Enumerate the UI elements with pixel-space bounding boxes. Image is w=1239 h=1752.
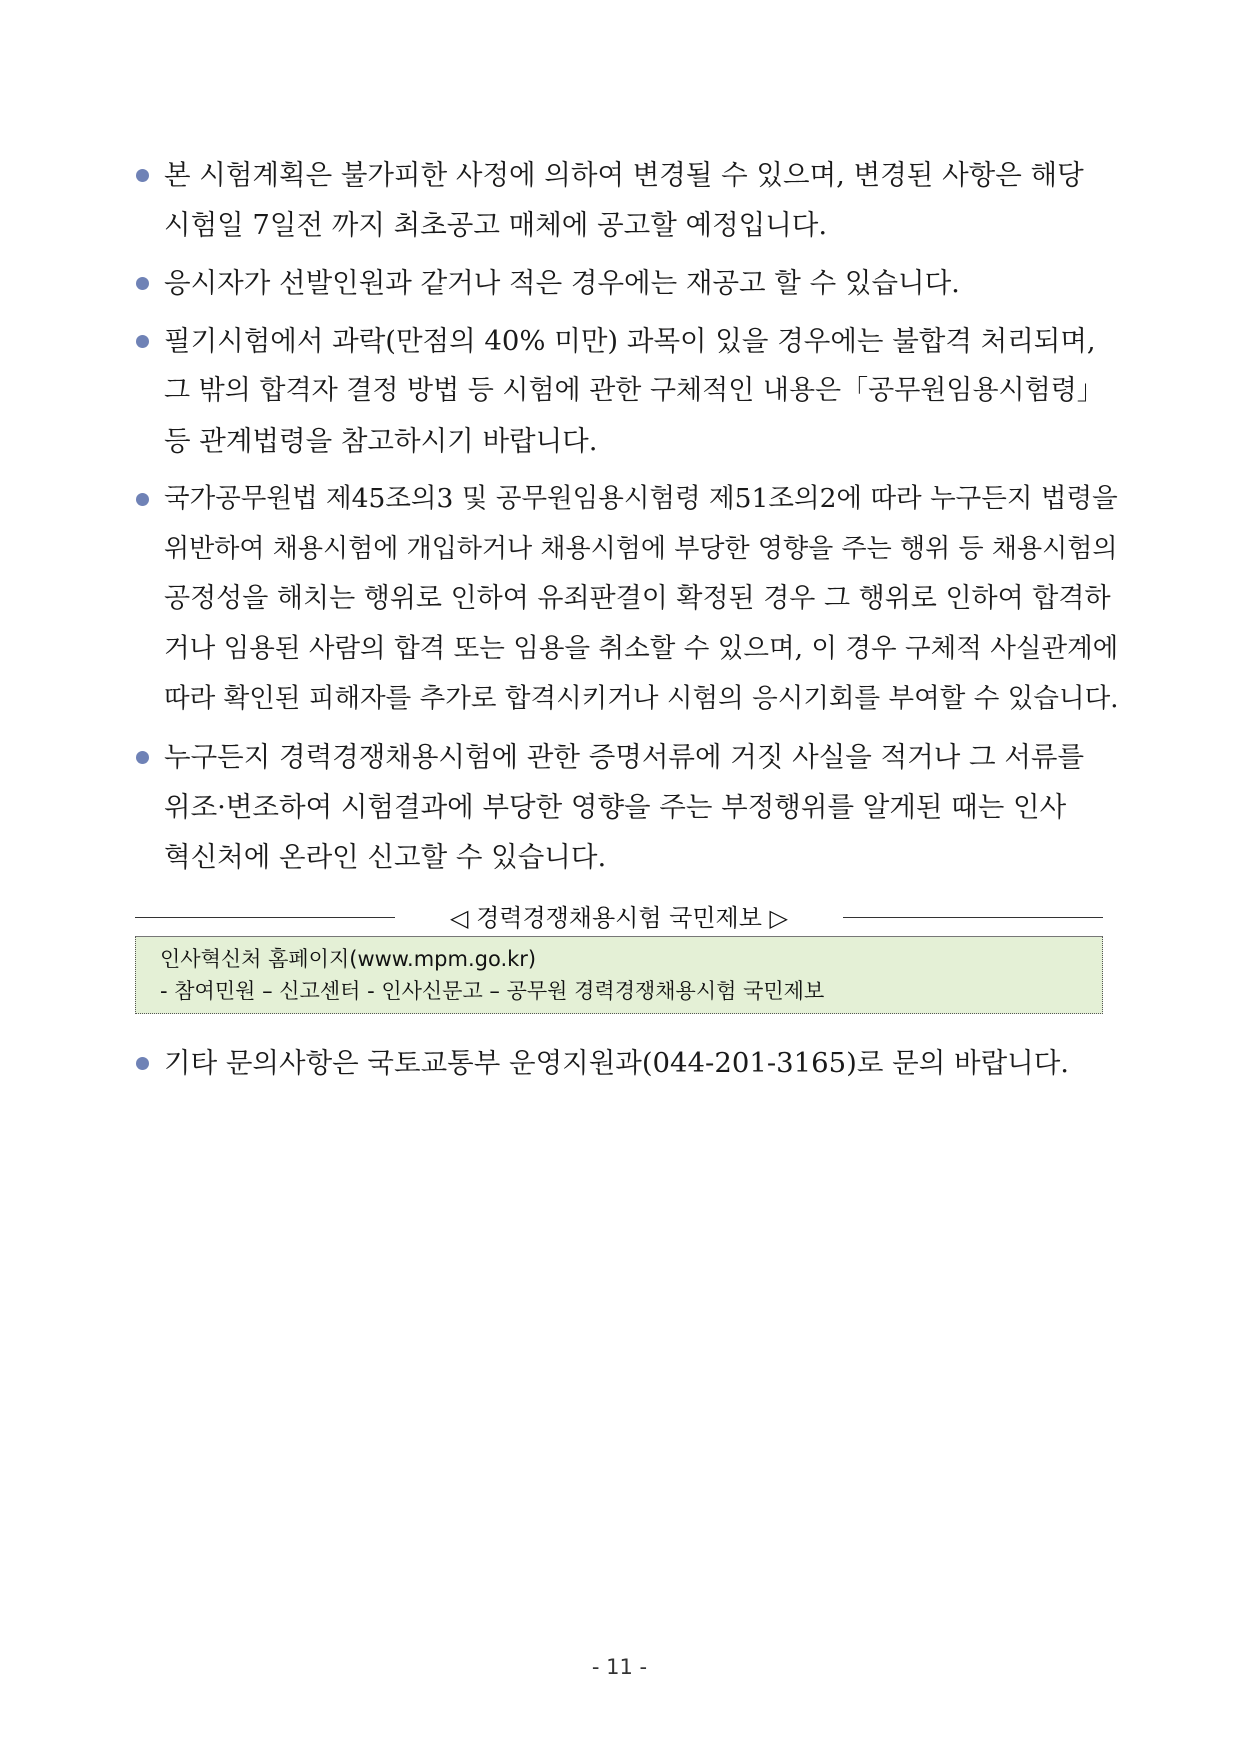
bullet-dot-icon [136, 751, 149, 764]
bullet-dot-icon [136, 493, 149, 506]
bullet-item-plan-change [135, 150, 1120, 250]
text-line: 위반하여 채용시험에 개입하거나 채용시험에 부당한 영향을 주는 행위 등 채용시험의 [164, 534, 1118, 564]
bullet-dot-icon [136, 277, 149, 290]
notice-line-homepage: 인사혁신처 홈페이지(www.mpm.go.kr) [160, 947, 537, 971]
text-line: 필기시험에서 과락(만점의 40% 미만) 과목이 있을 경우에는 불합격 처리되며, [164, 325, 1096, 357]
bullet-item-fraud-report [135, 732, 1120, 882]
text-line: 국가공무원법 제45조의3 및 공무원임용시험령 제51조의2에 따라 누구든지 법령을 [164, 483, 1118, 514]
text-line: 공정성을 해치는 행위로 인하여 유죄판결이 확정된 경우 그 행위로 인하여 합격하 [164, 583, 1111, 614]
bullet-item-contact [135, 1038, 1120, 1088]
text-line: 거나 임용된 사람의 합격 또는 임용을 취소할 수 있으며, 이 경우 구체적 사실관계에 [164, 633, 1119, 664]
bullet-item-fairness-violation [135, 474, 1120, 724]
notice-title-row [135, 900, 1103, 936]
text-line: 혁신처에 온라인 신고할 수 있습니다. [164, 841, 607, 873]
text-line: 위조·변조하여 시험결과에 부당한 영향을 주는 부정행위를 알게된 때는 인사 [164, 791, 1067, 823]
notice-title: ◁ 경력경쟁채용시험 국민제보 ▷ [449, 904, 788, 932]
text-line: 누구든지 경력경쟁채용시험에 관한 증명서류에 거짓 사실을 적거나 그 서류를 [164, 741, 1085, 773]
text-line: 등 관계법령을 참고하시기 바랍니다. [164, 425, 598, 457]
bullet-item-written-exam-cutoff [135, 316, 1120, 466]
notice-body [135, 936, 1103, 1014]
page-number: - 11 - [591, 1655, 648, 1679]
bullet-item-re-announcement [135, 258, 1120, 308]
document-body [135, 150, 1120, 1096]
bullet-dot-icon [136, 169, 149, 182]
text-line: 시험일 7일전 까지 최초공고 매체에 공고할 예정입니다. [164, 209, 828, 241]
divider [135, 917, 395, 918]
text-line: 그 밖의 합격자 결정 방법 등 시험에 관한 구체적인 내용은「공무원임용시험령」 [164, 375, 1104, 406]
divider [843, 917, 1103, 918]
text-line: 기타 문의사항은 국토교통부 운영지원과(044-201-3165)로 문의 바랍니다. [164, 1047, 1070, 1079]
text-line: 따라 확인된 피해자를 추가로 합격시키거나 시험의 응시기회를 부여할 수 있습니다. [164, 683, 1119, 714]
text-line: 응시자가 선발인원과 같거나 적은 경우에는 재공고 할 수 있습니다. [164, 267, 960, 299]
citizen-report-notice-box [135, 900, 1103, 1014]
notice-line-menu-path: - 참여민원 – 신고센터 - 인사신문고 – 공무원 경력경쟁채용시험 국민제보 [160, 979, 825, 1003]
bullet-dot-icon [136, 1057, 149, 1070]
bullet-dot-icon [136, 335, 149, 348]
text-line: 본 시험계획은 불가피한 사정에 의하여 변경될 수 있으며, 변경된 사항은 해당 [164, 159, 1084, 191]
